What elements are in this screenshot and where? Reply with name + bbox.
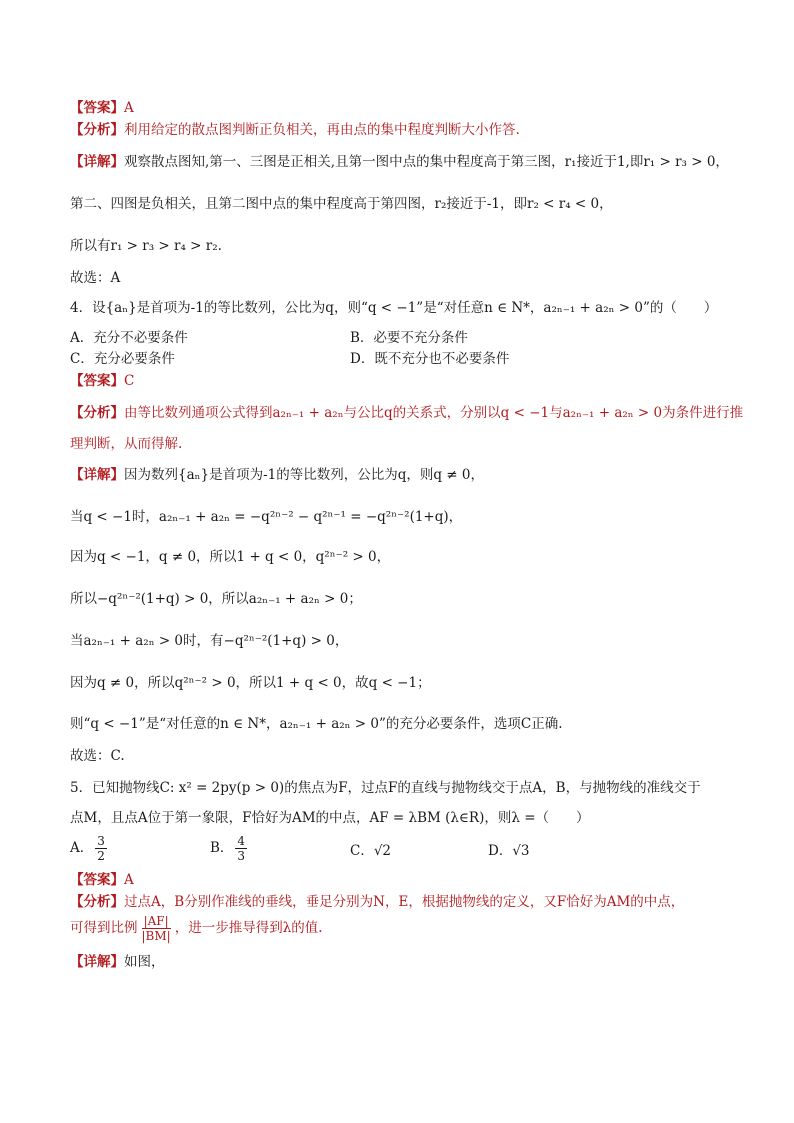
analysis-q3: 【分析】利用给定的散点图判断正负相关，再由点的集中程度判断大小作答.: [70, 122, 520, 138]
detail-q4-line7: 则“q < −1”是“对任意的n ∈ N*，a₂ₙ₋₁ + a₂ₙ > 0”的充分必要条件，选项C正确.: [70, 716, 563, 732]
q5-option-a: A． $\frac{3}{2}$: [70, 834, 105, 863]
detail-q4-line6: 因为q ≠ 0，所以q²ⁿ⁻² > 0，所以1 + q < 0，故q < −1；: [70, 675, 431, 691]
detail-q5: 【详解】如图，: [70, 954, 165, 970]
detail-q3-line2: 第二、四图是负相关，且第二图中点的集中程度高于第四图，r₂接近于-1，即r₂ < r₄ < 0，: [70, 196, 613, 212]
detail-q4-line5: 当a₂ₙ₋₁ + a₂ₙ > 0时，有−q²ⁿ⁻²(1+q) > 0，: [70, 633, 349, 649]
q5-option-d: D．√3: [488, 843, 530, 859]
answer-q4: 【答案】C: [70, 373, 135, 389]
detail-q4-line1: 【详解】因为数列{aₙ}是首项为-1的等比数列，公比为q，则q ≠ 0，: [70, 467, 484, 483]
q5-option-c: C．√2: [350, 843, 392, 859]
selection-q4: 故选：C.: [70, 748, 125, 764]
answer-q5: 【答案】A: [70, 872, 134, 888]
analysis-q5-line2: 可得到比例 $\frac{|AF|}{|BM|}$ ，进一步推导得到λ的值.: [70, 914, 323, 943]
q5-option-b-fraction: $\frac{4}{3}$: [237, 834, 246, 863]
q4-option-d: D．既不充分也不必要条件: [350, 351, 510, 367]
analysis-q4-line2: 理判断，从而得解.: [70, 436, 183, 452]
question-5-line2: 点M，且点A位于第一象限，F恰好为AM的中点，AF = λBM (λ∈R)，则λ =（ ）: [70, 810, 590, 826]
answer-q3: 【答案】A: [70, 100, 134, 116]
ratio-fraction: $\frac{|AF|}{|BM|}$: [141, 914, 171, 943]
q5-option-b: B． $\frac{4}{3}$: [210, 834, 246, 863]
question-4: 4．设{aₙ}是首项为-1的等比数列，公比为q，则“q < −1”是“对任意n ∈ N*，a₂ₙ₋₁ + a₂ₙ > 0”的（ ）: [70, 300, 718, 316]
q4-option-b: B．必要不充分条件: [350, 330, 468, 346]
q4-option-c: C．充分必要条件: [70, 351, 175, 367]
q5-option-a-fraction: $\frac{3}{2}$: [97, 834, 105, 863]
detail-q3-line3: 所以有r₁ > r₃ > r₄ > r₂.: [70, 238, 222, 254]
analysis-q4-line1: 【分析】由等比数列通项公式得到a₂ₙ₋₁ + a₂ₙ与公比q的关系式，分别以q < −1与a₂ₙ₋₁ + a₂ₙ > 0为条件进行推: [70, 405, 744, 421]
detail-q4-line2: 当q < −1时，a₂ₙ₋₁ + a₂ₙ = −q²ⁿ⁻² − q²ⁿ⁻¹ = −q²ⁿ⁻²(1+q)，: [70, 509, 463, 525]
detail-q4-line3: 因为q < −1，q ≠ 0，所以1 + q < 0，q²ⁿ⁻² > 0，: [70, 549, 391, 565]
q4-option-a: A．充分不必要条件: [70, 330, 188, 346]
analysis-q5-line1: 【分析】过点A，B分别作准线的垂线，垂足分别为N，E，根据抛物线的定义，又F恰好为AM的中点，: [70, 894, 685, 910]
detail-q3-line1: 【详解】观察散点图知,第一、三图是正相关,且第一图中点的集中程度高于第三图，r₁接近于1,即r₁ > r₃ > 0，: [70, 154, 729, 170]
detail-q4-line4: 所以−q²ⁿ⁻²(1+q) > 0，所以a₂ₙ₋₁ + a₂ₙ > 0；: [70, 591, 362, 607]
question-5-line1: 5．已知抛物线C: x² = 2py(p > 0)的焦点为F，过点F的直线与抛物线交于点A，B，与抛物线的准线交于: [70, 780, 701, 796]
selection-q3: 故选：A: [70, 270, 121, 286]
